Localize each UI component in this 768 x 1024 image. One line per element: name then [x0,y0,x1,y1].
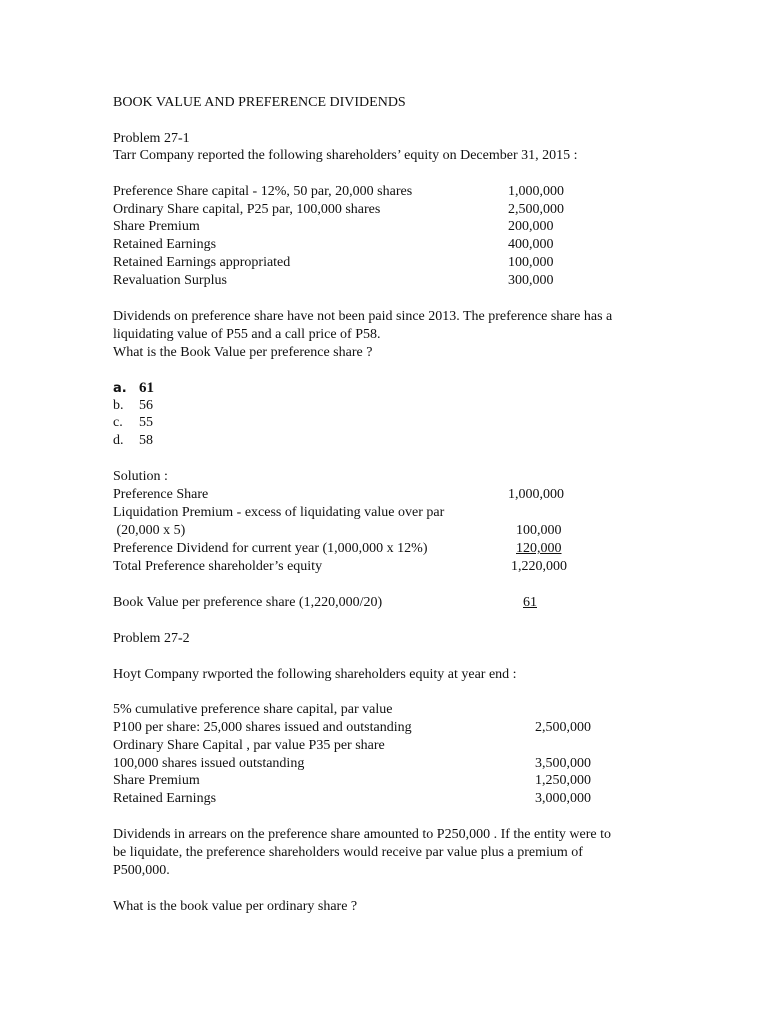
equity-item-label: P100 per share: 25,000 shares issued and outstanding [113,720,412,735]
solution-heading: Solution : [113,469,168,484]
equity-item-value: 100,000 [508,255,554,270]
equity-item-label: Retained Earnings [113,791,217,806]
equity-item-label: Share Premium [113,219,200,234]
problem-2-question: What is the book value per ordinary share ? [113,899,358,914]
solution-item-label: Preference Share [113,487,209,502]
problem-1-heading: Problem 27-1 [113,131,190,146]
option-text: 55 [139,415,153,430]
answer-option-a [113,379,154,398]
equity-item-value: 3,500,000 [535,756,591,771]
option-text: 56 [139,398,153,413]
equity-item-label: Preference Share capital - 12%, 50 par, 20,000 shares [113,184,413,199]
equity-item-value: 1,250,000 [535,773,591,788]
problem-1-intro: Tarr Company reported the following shareholders’ equity on December 31, 2015 : [113,148,578,163]
equity-item-value: 2,500,000 [508,202,564,217]
book-value-label: Book Value per preference share (1,220,000/20) [113,595,383,610]
equity-item-label: Share Premium [113,773,200,788]
equity-item-value: 200,000 [508,219,554,234]
answer-option-b [113,397,153,415]
equity-item-label: Retained Earnings appropriated [113,255,291,270]
option-letter: d. [113,433,124,448]
solution-item-label: Liquidation Premium - excess of liquidating value over par [113,505,445,520]
problem-1-paragraph-line: liquidating value of P55 and a call price of P58. [113,327,381,342]
option-letter: c. [113,415,123,430]
equity-item-label: Retained Earnings [113,237,217,252]
problem-2-paragraph-line: P500,000. [113,863,170,878]
equity-item-label: Ordinary Share capital, P25 par, 100,000 shares [113,202,381,217]
option-letter: b. [113,398,124,413]
solution-item-value: 100,000 [516,523,562,538]
equity-item-value: 300,000 [508,273,554,288]
document-title: BOOK VALUE AND PREFERENCE DIVIDENDS [113,95,406,110]
problem-2-heading: Problem 27-2 [113,631,190,646]
solution-total-label: Total Preference shareholder’s equity [113,559,323,574]
answer-option-d [113,432,153,450]
solution-item-label: Preference Dividend for current year (1,000,000 x 12%) [113,541,428,556]
problem-2-paragraph-line: Dividends in arrears on the preference share amounted to P250,000 . If the entity were to [113,827,611,842]
book-value-answer: 61 [523,595,537,610]
option-text: 61 [139,380,154,396]
problem-2-paragraph-line: be liquidate, the preference shareholders would receive par value plus a premium of [113,845,583,860]
solution-total-value: 1,220,000 [511,559,567,574]
solution-item-value: 1,000,000 [508,487,564,502]
equity-item-value: 1,000,000 [508,184,564,199]
option-letter: a. [113,381,127,396]
equity-item-label: 100,000 shares issued outstanding [113,756,305,771]
equity-item-value: 400,000 [508,237,554,252]
option-text: 58 [139,433,153,448]
equity-item-value: 3,000,000 [535,791,591,806]
solution-item-label: (20,000 x 5) [113,523,186,538]
equity-item-label: Ordinary Share Capital , par value P35 per share [113,738,385,753]
problem-2-intro: Hoyt Company rwported the following shareholders equity at year end : [113,667,517,682]
solution-item-value: 120,000 [516,541,562,556]
problem-1-question: What is the Book Value per preference share ? [113,345,373,360]
problem-1-paragraph-line: Dividends on preference share have not been paid since 2013. The preference share has a [113,309,613,324]
equity-item-label: Revaluation Surplus [113,273,227,288]
equity-item-value: 2,500,000 [535,720,591,735]
equity-item-label: 5% cumulative preference share capital, par value [113,702,393,717]
answer-option-c [113,414,153,432]
